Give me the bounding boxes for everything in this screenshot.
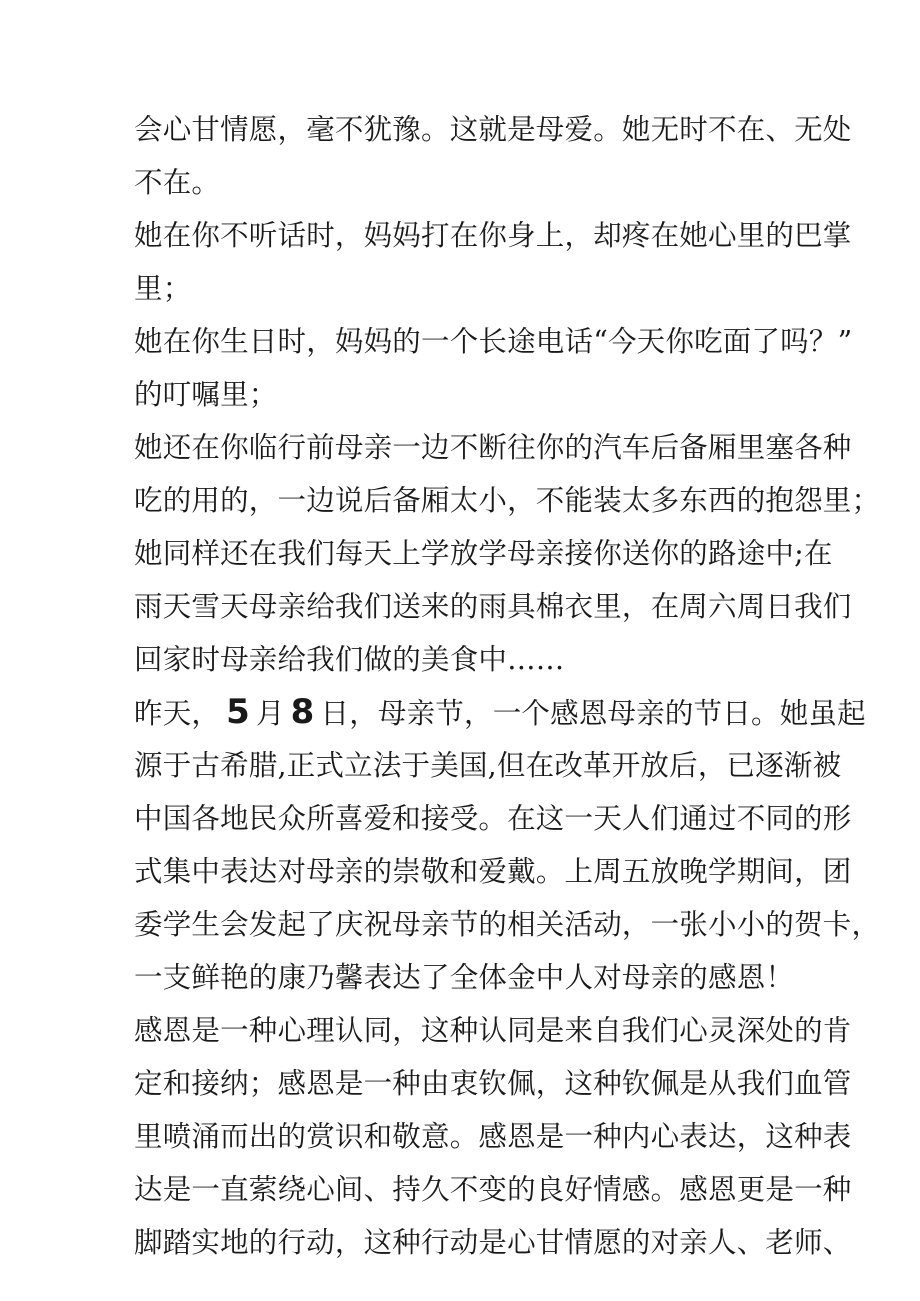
mothers-day-line bbox=[134, 686, 866, 739]
text-line: 里喷涌而出的赏识和敬意。感恩是一种内心表达，这种表 bbox=[134, 1120, 852, 1153]
document-body bbox=[134, 103, 881, 1269]
text-line: 她在你不听话时，妈妈打在你身上，却疼在她心里的巴掌 bbox=[134, 219, 852, 252]
date-suffix: 日，母亲节，一个感恩母亲的节日。她虽起 bbox=[320, 697, 866, 730]
text-line: 感恩是一种心理认同，这种认同是来自我们心灵深处的肯 bbox=[134, 1014, 852, 1047]
date-day: 8 bbox=[290, 692, 315, 732]
text-line: 定和接纳；感恩是一种由衷钦佩，这种钦佩是从我们血管 bbox=[134, 1067, 852, 1100]
text-line: 中国各地民众所喜爱和接受。在这一天人们通过不同的形 bbox=[134, 802, 852, 835]
text-line: 她同样还在我们每天上学放学母亲接你送你的路途中;在 bbox=[134, 537, 833, 570]
text-line: 达是一直萦绕心间、持久不变的良好情感。感恩更是一种 bbox=[134, 1173, 852, 1206]
text-line: 她在你生日时，妈妈的一个长途电话“今天你吃面了吗？” bbox=[134, 325, 853, 358]
text-line: 一支鲜艳的康乃馨表达了全体金中人对母亲的感恩！ bbox=[134, 961, 795, 994]
text-line: 式集中表达对母亲的崇敬和爱戴。上周五放晚学期间，团 bbox=[134, 855, 852, 888]
text-line: 源于古希腊,正式立法于美国,但在改革开放后，已逐渐被 bbox=[134, 749, 842, 782]
text-line: 的叮嘱里； bbox=[134, 378, 278, 411]
date-month-unit: 月 bbox=[255, 697, 285, 730]
text-line: 不在。 bbox=[134, 166, 221, 199]
text-line: 会心甘情愿，毫不犹豫。这就是母爱。她无时不在、无处 bbox=[134, 113, 852, 146]
text-line: 她还在你临行前母亲一边不断往你的汽车后备厢里塞各种 bbox=[134, 431, 852, 464]
text-line: 脚踏实地的行动，这种行动是心甘情愿的对亲人、老师、 bbox=[134, 1226, 852, 1259]
date-month: 5 bbox=[226, 692, 250, 732]
text-line: 委学生会发起了庆祝母亲节的相关活动，一张小小的贺卡， bbox=[134, 908, 881, 941]
text-line: 里； bbox=[134, 272, 192, 305]
date-prefix: 昨天， bbox=[134, 697, 221, 730]
text-line: 雨天雪天母亲给我们送来的雨具棉衣里，在周六周日我们 bbox=[134, 590, 852, 623]
text-line: 回家时母亲给我们做的美食中…… bbox=[134, 643, 565, 676]
text-line: 吃的用的，一边说后备厢太小，不能装太多东西的抱怨里； bbox=[134, 484, 881, 517]
